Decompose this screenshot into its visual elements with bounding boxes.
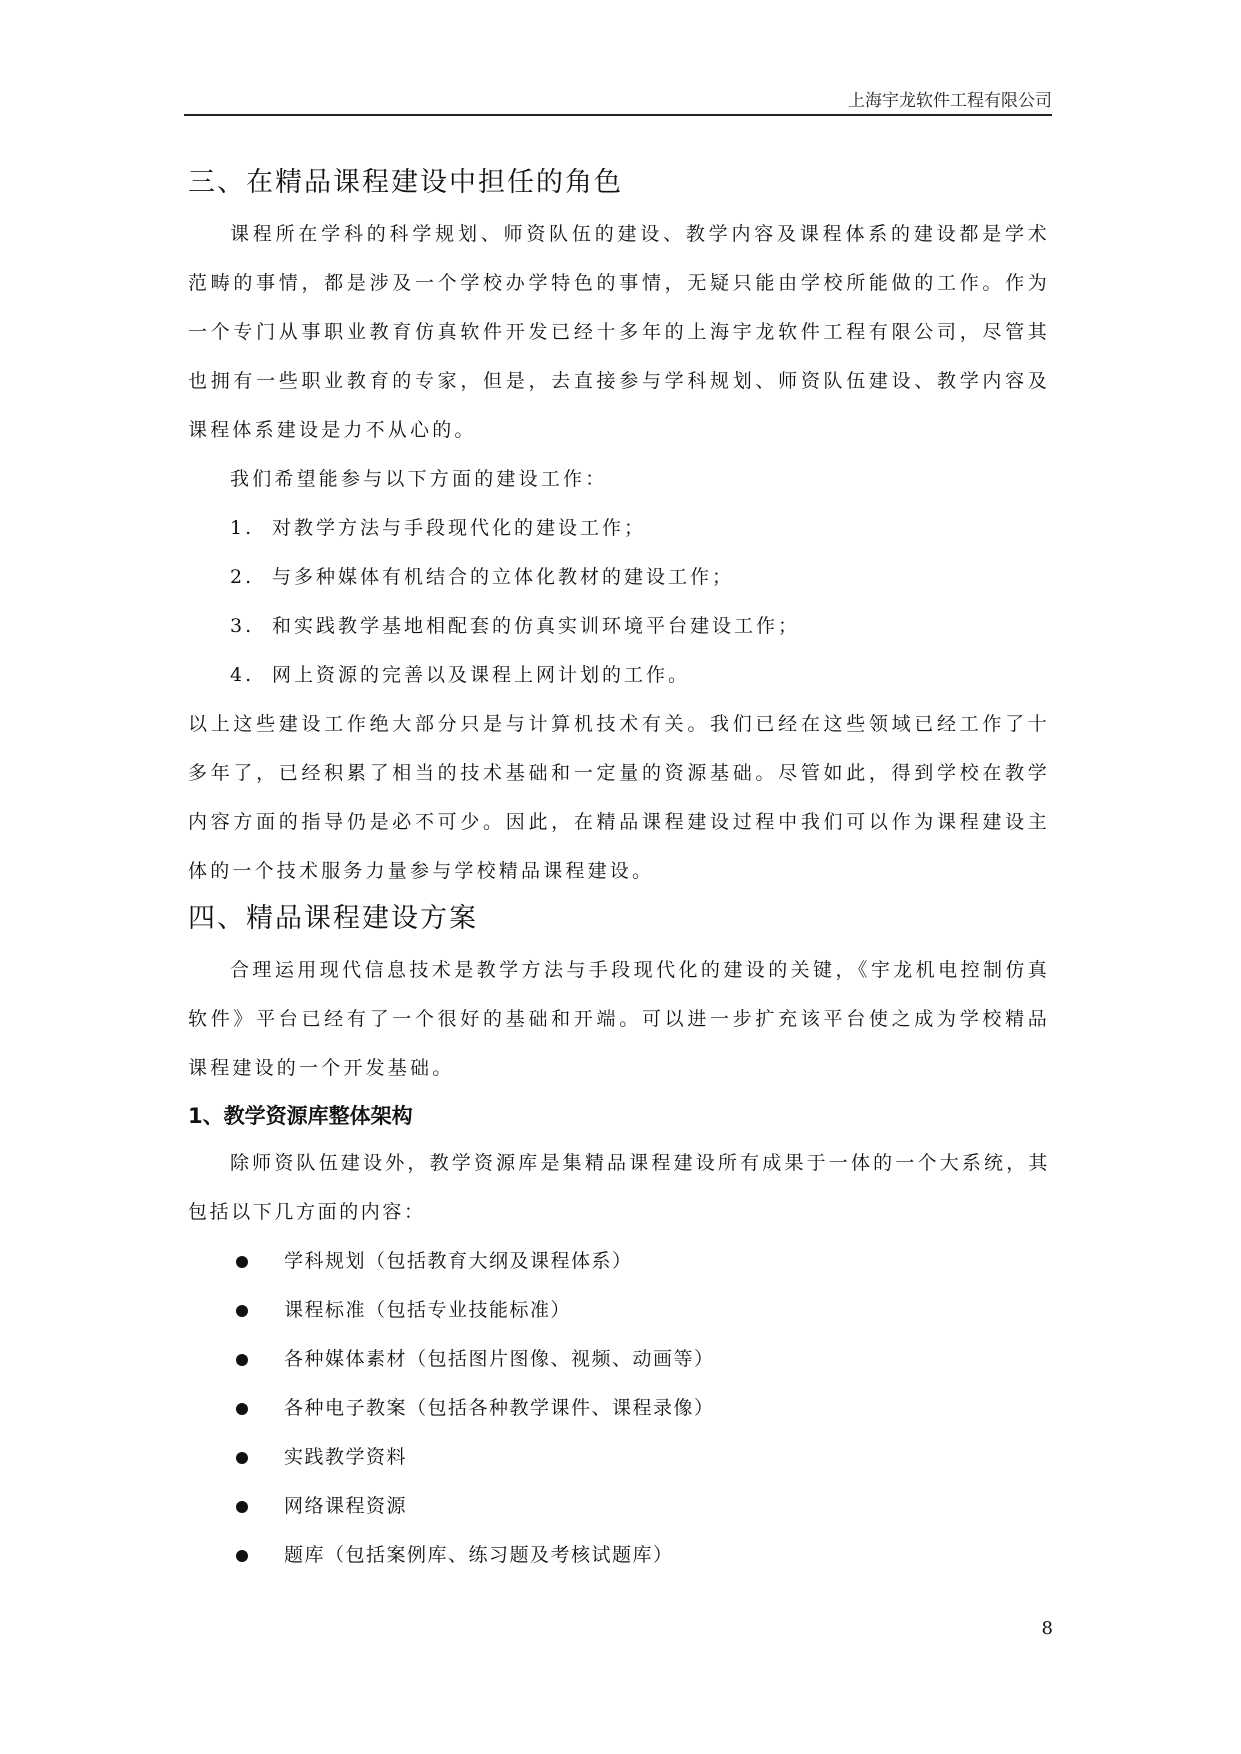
list-item — [188, 651, 1050, 700]
list-item-text: 对教学方法与手段现代化的建设工作； — [272, 517, 647, 539]
section-3-numbered-list — [188, 504, 1050, 700]
section-3-paragraph-1: 课程所在学科的科学规划、师资队伍的建设、教学内容及课程体系的建设都是学术范畴的事情，都是涉及一个学校办学特色的事情，无疑只能由学校所能做的工作。作为一个专门从事职业教育仿真软件开发已经十多年的上海宇龙软件工程有限公司，尽管其也拥有一些职业教育的专家，但是，去直接参与学科规划、师资队伍建设、教学内容及课程体系建设是力不从心的。 — [188, 223, 1050, 441]
bullet-item — [188, 1335, 1050, 1384]
page-content — [188, 160, 1050, 1580]
bullet-item — [188, 1433, 1050, 1482]
section-4-title: 四、精品课程建设方案 — [188, 903, 478, 934]
bullet-item — [188, 1384, 1050, 1433]
header-company-name: 上海宇龙软件工程有限公司 — [848, 91, 1052, 111]
bullet-item — [188, 1531, 1050, 1580]
bullet-text: 课程标准（包括专业技能标准） — [284, 1299, 572, 1321]
resource-bullet-list — [188, 1237, 1050, 1580]
bullet-icon — [236, 1550, 248, 1562]
section-4-intro-paragraph: 合理运用现代信息技术是教学方法与手段现代化的建设的关键，《宇龙机电控制仿真软件》平台已经有了一个很好的基础和开端。可以进一步扩充该平台使之成为学校精品课程建设的一个开发基础。 — [188, 959, 1050, 1079]
bullet-item — [188, 1237, 1050, 1286]
list-item-number: 4. — [230, 664, 255, 686]
bullet-text: 各种电子教案（包括各种教学课件、课程录像） — [284, 1397, 715, 1419]
list-item — [188, 553, 1050, 602]
bullet-text: 网络课程资源 — [284, 1495, 408, 1517]
bullet-icon — [236, 1403, 248, 1415]
page-number: 8 — [1041, 1618, 1053, 1639]
bullet-item — [188, 1286, 1050, 1335]
list-item — [188, 602, 1050, 651]
bullet-item — [188, 1482, 1050, 1531]
list-item-text: 与多种媒体有机结合的立体化教材的建设工作； — [272, 566, 735, 588]
list-item — [188, 504, 1050, 553]
subsection-1-title: 1、教学资源库整体架构 — [188, 1104, 413, 1128]
section-3-closing-paragraph: 以上这些建设工作绝大部分只是与计算机技术有关。我们已经在这些领域已经工作了十多年了，已经积累了相当的技术基础和一定量的资源基础。尽管如此，得到学校在教学内容方面的指导仍是必不可少。因此，在精品课程建设过程中我们可以作为课程建设主体的一个技术服务力量参与学校精品课程建设。 — [188, 713, 1050, 882]
bullet-icon — [236, 1452, 248, 1464]
bullet-icon — [236, 1354, 248, 1366]
subsection-1-intro-paragraph: 除师资队伍建设外，教学资源库是集精品课程建设所有成果于一体的一个大系统，其包括以下几方面的内容： — [188, 1152, 1050, 1223]
list-item-text: 网上资源的完善以及课程上网计划的工作。 — [272, 664, 691, 686]
bullet-text: 学科规划（包括教育大纲及课程体系） — [284, 1250, 633, 1272]
bullet-text: 题库（包括案例库、练习题及考核试题库） — [284, 1544, 674, 1566]
bullet-text: 各种媒体素材（包括图片图像、视频、动画等） — [284, 1348, 715, 1370]
list-item-number: 1. — [230, 517, 255, 539]
section-3-paragraph-2: 我们希望能参与以下方面的建设工作： — [230, 468, 608, 490]
bullet-text: 实践教学资料 — [284, 1446, 408, 1468]
list-item-number: 2. — [230, 566, 255, 588]
list-item-number: 3. — [230, 615, 255, 637]
list-item-text: 和实践教学基地相配套的仿真实训环境平台建设工作； — [272, 615, 801, 637]
bullet-icon — [236, 1256, 248, 1268]
page-header — [184, 86, 1052, 116]
section-3-title: 三、在精品课程建设中担任的角色 — [188, 167, 623, 198]
bullet-icon — [236, 1305, 248, 1317]
bullet-icon — [236, 1501, 248, 1513]
